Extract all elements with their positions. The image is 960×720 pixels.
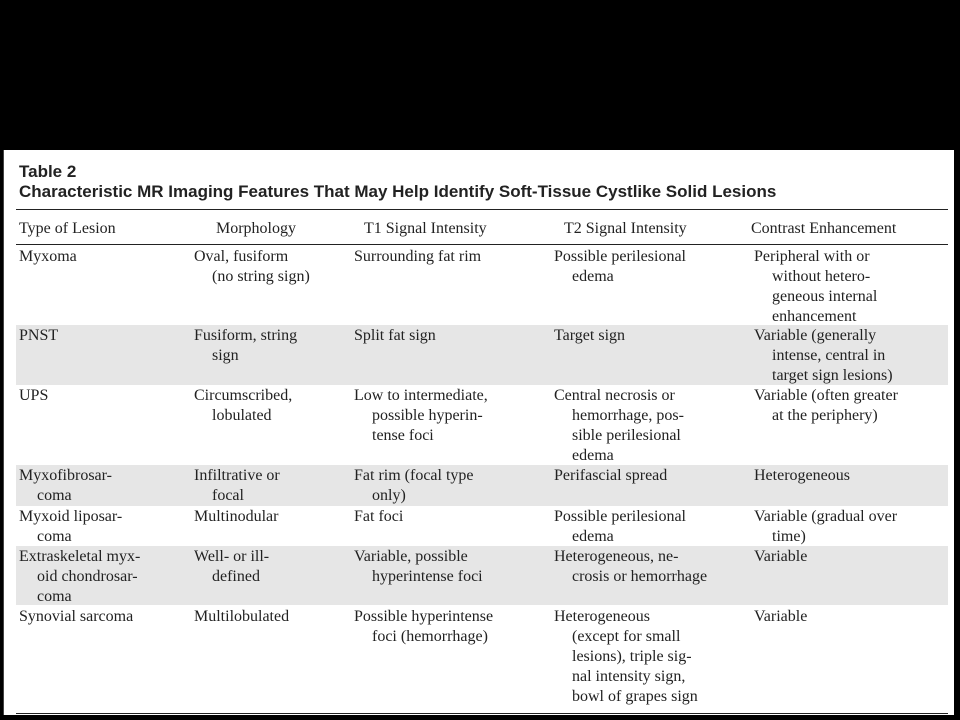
- cell-line: hyperintense foci: [372, 568, 483, 585]
- table-cell-lesion: [19, 466, 112, 506]
- cell-line: Peripheral with or: [754, 248, 870, 265]
- table-document: [3, 150, 954, 715]
- cell-line: Split fat sign: [354, 327, 436, 344]
- table-cell-t1: [354, 466, 474, 506]
- cell-line: (no string sign): [212, 268, 310, 285]
- cell-line: coma: [37, 588, 72, 605]
- bottom-rule: [16, 713, 948, 714]
- table-cell-t1: [354, 607, 493, 647]
- cell-line: coma: [37, 528, 72, 545]
- cell-line: Surrounding fat rim: [354, 248, 482, 265]
- table-cell-t2: [554, 247, 686, 287]
- cell-line: Fusiform, string: [194, 327, 298, 344]
- cell-line: Heterogeneous, ne-: [554, 548, 679, 565]
- cell-line: Circumscribed,: [194, 387, 293, 404]
- cell-line: coma: [37, 487, 72, 504]
- cell-line: Extraskeletal myx-: [19, 548, 141, 565]
- table-cell-t1: [354, 247, 481, 267]
- table-cell-t1: [354, 326, 436, 346]
- cell-line: Target sign: [554, 327, 626, 344]
- cell-line: crosis or hemorrhage: [572, 568, 708, 585]
- cell-line: sign: [212, 347, 239, 364]
- cell-line: Myxofibrosar-: [19, 467, 112, 484]
- cell-line: Possible perilesional: [554, 248, 686, 265]
- cell-line: sible perilesional: [572, 427, 681, 444]
- cell-line: geneous internal: [772, 288, 878, 305]
- cell-line: foci (hemorrhage): [372, 628, 488, 645]
- cell-line: Fat foci: [354, 508, 404, 525]
- cell-line: bowl of grapes sign: [572, 688, 698, 705]
- col-header-lesion: Type of Lesion: [19, 220, 116, 237]
- cell-line: possible hyperin-: [372, 407, 483, 424]
- table-caption: [19, 162, 776, 202]
- cell-line: Variable: [754, 548, 808, 565]
- table-cell-contrast: [754, 247, 877, 327]
- table-cell-lesion: [19, 326, 58, 346]
- table-cell-lesion: [19, 386, 48, 406]
- cell-line: nal intensity sign,: [572, 668, 686, 685]
- cell-line: Low to intermediate,: [354, 387, 488, 404]
- cell-line: Variable (gradual over: [754, 508, 898, 525]
- cell-line: Fat rim (focal type: [354, 467, 474, 484]
- table-cell-morphology: [194, 466, 280, 506]
- table-cell-contrast: [754, 466, 850, 486]
- cell-line: Myxoid liposar-: [19, 508, 123, 525]
- cell-line: Multilobulated: [194, 608, 290, 625]
- cell-line: (except for small: [572, 628, 681, 645]
- table-cell-t2: [554, 326, 625, 346]
- cell-line: Variable (often greater: [754, 387, 898, 404]
- cell-line: UPS: [19, 387, 49, 404]
- table-cell-contrast: [754, 547, 807, 567]
- slide-black-banner: [0, 0, 960, 150]
- cell-line: Multinodular: [194, 508, 279, 525]
- cell-line: Heterogeneous: [554, 608, 650, 625]
- cell-line: lobulated: [212, 407, 272, 424]
- cell-line: defined: [212, 568, 260, 585]
- cell-line: lesions), triple sig-: [572, 648, 692, 665]
- table-cell-lesion: [19, 507, 122, 547]
- cell-line: Central necrosis or: [554, 387, 675, 404]
- cell-line: Variable, possible: [354, 548, 468, 565]
- cell-line: PNST: [19, 327, 59, 344]
- cell-line: Synovial sarcoma: [19, 608, 134, 625]
- cell-line: Possible perilesional: [554, 508, 686, 525]
- cell-line: hemorrhage, pos-: [572, 407, 684, 424]
- table-cell-lesion: [19, 547, 140, 607]
- cell-line: focal: [212, 487, 244, 504]
- cell-line: at the periphery): [772, 407, 878, 424]
- table-cell-contrast: [754, 386, 898, 426]
- table-cell-morphology: [194, 247, 310, 287]
- cell-line: only): [372, 487, 406, 504]
- cell-line: edema: [572, 447, 614, 464]
- cell-line: edema: [572, 528, 614, 545]
- cell-line: Myxoma: [19, 248, 77, 265]
- cell-line: Heterogeneous: [754, 467, 850, 484]
- table-cell-morphology: [194, 386, 292, 426]
- cell-line: Perifascial spread: [554, 467, 668, 484]
- cell-line: Oval, fusiform: [194, 248, 289, 265]
- table-cell-t2: [554, 466, 667, 486]
- cell-line: target sign lesions): [772, 367, 893, 384]
- cell-line: Variable (generally: [754, 327, 877, 344]
- table-cell-morphology: [194, 507, 278, 527]
- col-header-morphology: Morphology: [216, 220, 296, 237]
- table-cell-t1: [354, 507, 403, 527]
- cell-line: Infiltrative or: [194, 467, 280, 484]
- table-cell-t1: [354, 547, 483, 587]
- cell-line: Variable: [754, 608, 808, 625]
- col-header-t2: T2 Signal Intensity: [564, 220, 687, 237]
- table-number: Table 2: [19, 162, 77, 181]
- top-rule: [16, 209, 948, 210]
- table-cell-t2: [554, 507, 686, 547]
- cell-line: oid chondrosar-: [37, 568, 138, 585]
- table-cell-contrast: [754, 326, 893, 386]
- cell-line: Possible hyperintense: [354, 608, 494, 625]
- table-cell-t1: [354, 386, 488, 446]
- table-cell-lesion: [19, 247, 77, 267]
- table-cell-t2: [554, 607, 698, 707]
- table-cell-morphology: [194, 607, 289, 627]
- cell-line: edema: [572, 268, 614, 285]
- cell-line: intense, central in: [772, 347, 886, 364]
- table-title: Characteristic MR Imaging Features That May Help Identify Soft-Tissue Cystlike Solid Lesions: [19, 182, 777, 201]
- cell-line: enhancement: [772, 308, 857, 325]
- table-cell-contrast: [754, 607, 807, 627]
- table-cell-morphology: [194, 326, 297, 366]
- header-rule: [16, 244, 948, 245]
- cell-line: tense foci: [372, 427, 434, 444]
- col-header-contrast: Contrast Enhancement: [751, 220, 897, 237]
- table-cell-t2: [554, 547, 707, 587]
- table-cell-contrast: [754, 507, 897, 547]
- cell-line: time): [772, 528, 806, 545]
- table-cell-t2: [554, 386, 684, 466]
- table-cell-lesion: [19, 607, 133, 627]
- cell-line: without hetero-: [772, 268, 871, 285]
- table-cell-morphology: [194, 547, 269, 587]
- cell-line: Well- or ill-: [194, 548, 270, 565]
- col-header-t1: T1 Signal Intensity: [364, 220, 487, 237]
